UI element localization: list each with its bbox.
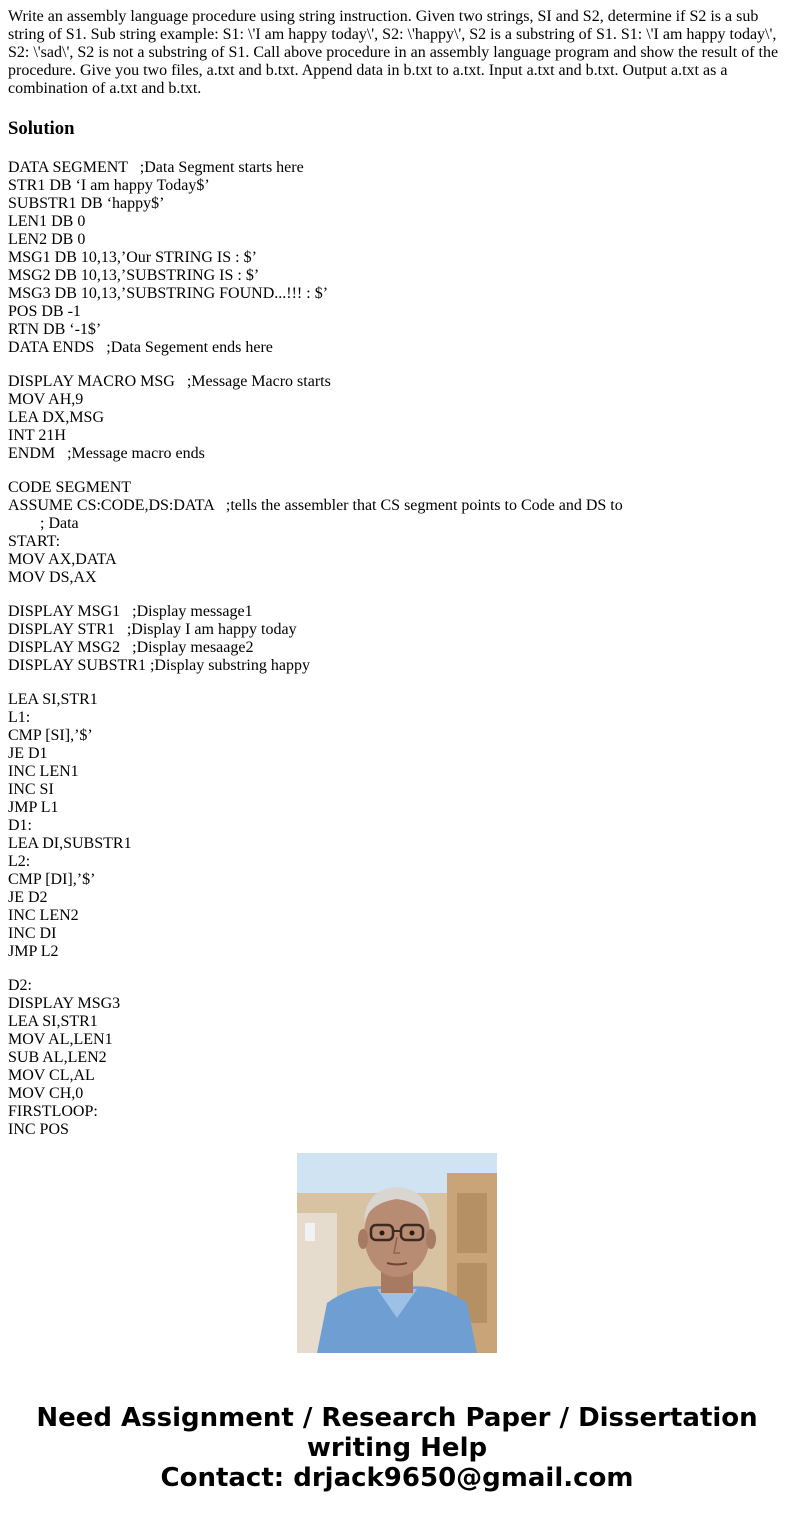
code-line: DISPLAY SUBSTR1 ;Display substring happy: [8, 657, 310, 674]
code-block: [8, 691, 784, 961]
code-line: SUB AL,LEN2: [8, 1049, 107, 1066]
portrait-image: [297, 1153, 497, 1353]
code-line: STR1 DB ‘I am happy Today$’: [8, 177, 210, 194]
code-line: DISPLAY STR1 ;Display I am happy today: [8, 621, 297, 638]
code-line: L1:: [8, 709, 31, 726]
code-line: JE D2: [8, 889, 48, 906]
code-line: LEA DI,SUBSTR1: [8, 835, 132, 852]
code-line: DATA SEGMENT ;Data Segment starts here: [8, 159, 304, 176]
code-block: [8, 603, 784, 675]
code-line: FIRSTLOOP:: [8, 1103, 98, 1120]
code-block: [8, 159, 784, 357]
code-line: L2:: [8, 853, 31, 870]
code-line: JE D1: [8, 745, 48, 762]
code-line: JMP L2: [8, 943, 59, 960]
code-block: [8, 479, 784, 587]
code-line: INC LEN1: [8, 763, 79, 780]
code-line: RTN DB ‘-1$’: [8, 321, 102, 338]
code-block: [8, 977, 784, 1139]
code-line: DISPLAY MACRO MSG ;Message Macro starts: [8, 373, 331, 390]
code-line: DISPLAY MSG2 ;Display mesaage2: [8, 639, 254, 656]
code-line: CODE SEGMENT: [8, 479, 132, 496]
code-line: CMP [DI],’$’: [8, 871, 96, 888]
author-photo: [297, 1153, 497, 1353]
code-line: MSG2 DB 10,13,’SUBSTRING IS : $’: [8, 267, 260, 284]
code-line: CMP [SI],’$’: [8, 727, 93, 744]
code-line: MOV CH,0: [8, 1085, 84, 1102]
code-line: MOV DS,AX: [8, 569, 97, 586]
code-line: D2:: [8, 977, 32, 994]
solution-heading: Solution: [8, 118, 75, 139]
code-block: [8, 373, 784, 463]
code-line: DISPLAY MSG1 ;Display message1: [8, 603, 253, 620]
code-line: MOV AX,DATA: [8, 551, 117, 568]
code-line: LEN2 DB 0: [8, 231, 86, 248]
code-line: SUBSTR1 DB ‘happy$’: [8, 195, 165, 212]
code-line: JMP L1: [8, 799, 59, 816]
code-line: DATA ENDS ;Data Segement ends here: [8, 339, 273, 356]
code-line: INC LEN2: [8, 907, 79, 924]
code-line: ENDM ;Message macro ends: [8, 445, 205, 462]
code-line: MOV CL,AL: [8, 1067, 95, 1084]
code-line: MOV AL,LEN1: [8, 1031, 113, 1048]
code-line: DISPLAY MSG3: [8, 995, 121, 1012]
code-line: ASSUME CS:CODE,DS:DATA ;tells the assembler that CS segment points to Code and DS to: [8, 497, 623, 514]
footer-banner: [0, 1403, 794, 1493]
code-line: MOV AH,9: [8, 391, 84, 408]
code-line: ; Data: [8, 515, 79, 532]
code-line: START:: [8, 533, 61, 550]
code-line: LEA SI,STR1: [8, 1013, 98, 1030]
code-line: POS DB -1: [8, 303, 81, 320]
code-line: INC POS: [8, 1121, 69, 1138]
code-line: LEA SI,STR1: [8, 691, 98, 708]
code-listing: [8, 159, 784, 1139]
code-line: LEA DX,MSG: [8, 409, 105, 426]
document-content: [8, 8, 784, 1138]
footer-line-1: Need Assignment / Research Paper / Dissertation: [36, 1403, 758, 1433]
code-line: MSG3 DB 10,13,’SUBSTRING FOUND...!!! : $’: [8, 285, 329, 302]
code-line: LEN1 DB 0: [8, 213, 86, 230]
footer-contact: Contact: drjack9650@gmail.com: [160, 1463, 634, 1493]
code-line: INC SI: [8, 781, 54, 798]
question-text: Write an assembly language procedure using string instruction. Given two strings, SI and S2, determine if S2 is a sub string of S1. Sub string example: S1: \'I am happy today\', S2: \'happy\', S2 is a substring of S1. S1: \'I am happy today\', S2: \'sad\', S2 is not a substring of S1. Call above procedure in an assembly language program and show the result of the procedure. Give you two files, a.txt and b.txt. Append data in b.txt to a.txt. Input a.txt and b.txt. Output a.txt as a combination of a.txt and b.txt.: [8, 8, 779, 97]
footer-line-2: writing Help: [306, 1433, 488, 1463]
code-line: INC DI: [8, 925, 57, 942]
code-line: INT 21H: [8, 427, 66, 444]
code-line: D1:: [8, 817, 32, 834]
code-line: MSG1 DB 10,13,’Our STRING IS : $’: [8, 249, 257, 266]
